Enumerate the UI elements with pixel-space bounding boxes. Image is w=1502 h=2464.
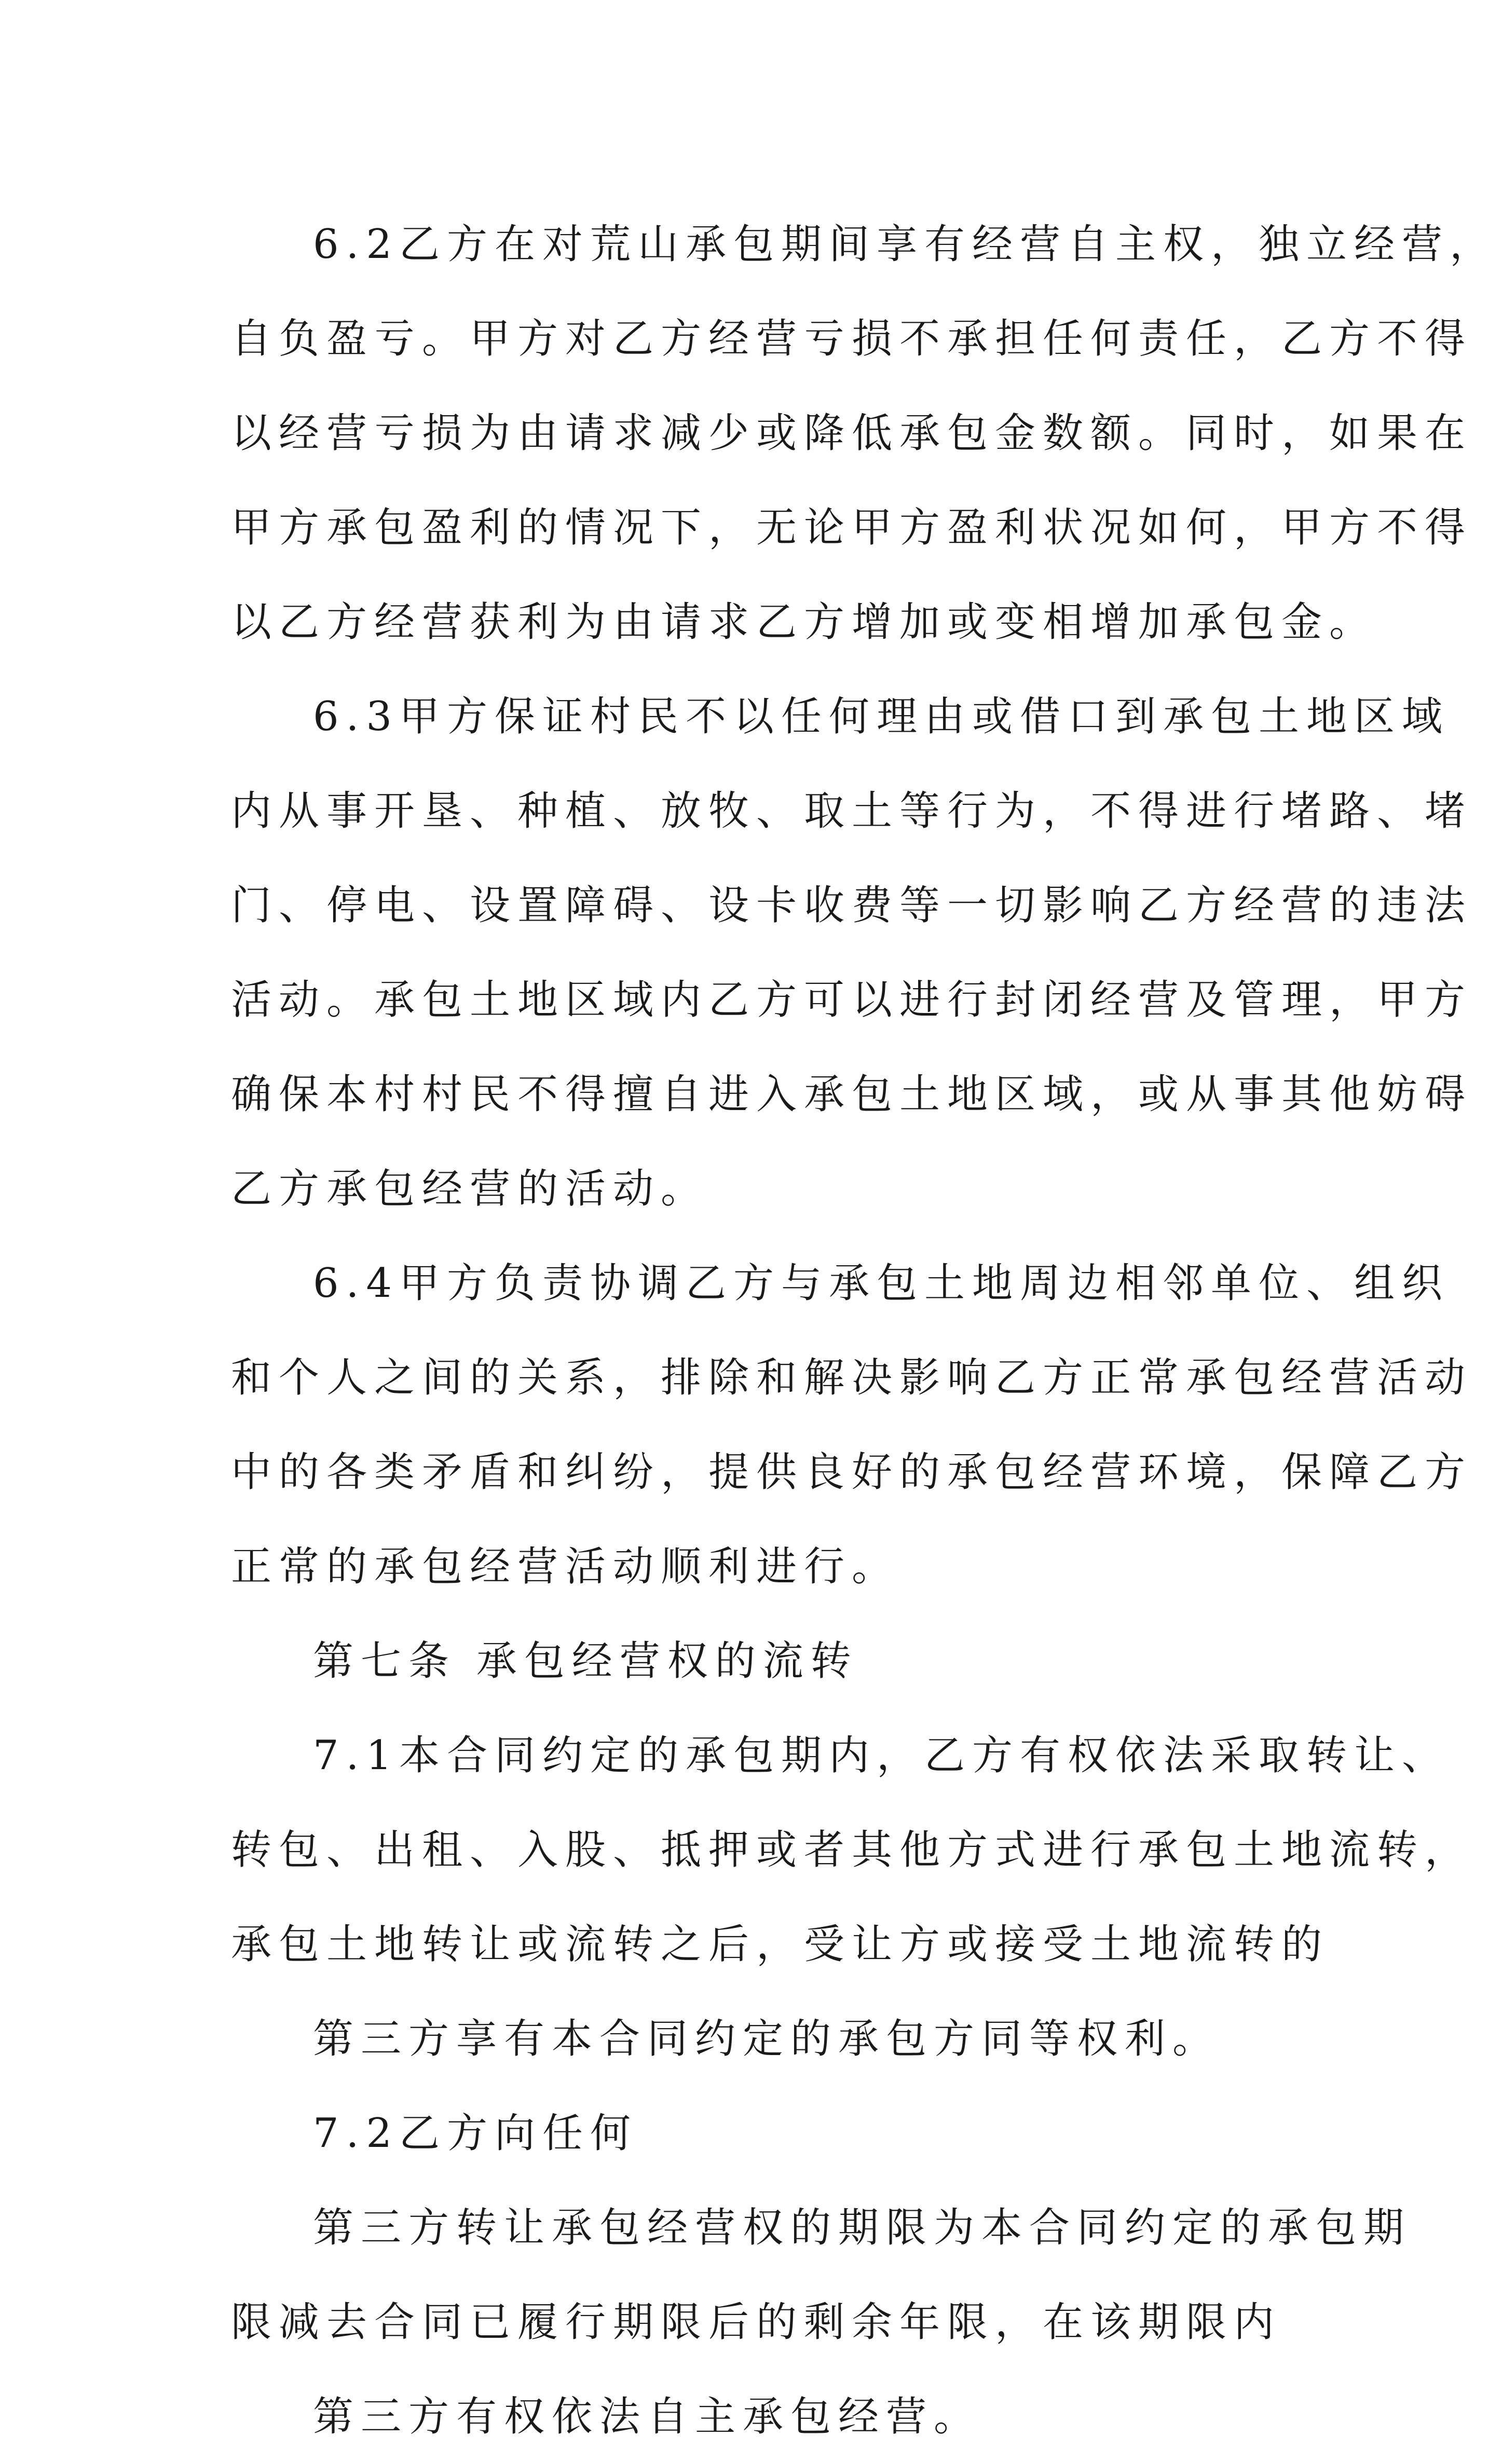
text-line: 活动。承包土地区域内乙方可以进行封闭经营及管理，甲方: [231, 977, 1473, 1023]
text-line: 6.2乙方在对荒山承包期间享有经营自主权，独立经营，: [313, 221, 1498, 268]
section-heading: 第七条 承包经营权的流转: [313, 1638, 858, 1685]
text-line: 承包土地转让或流转之后，受让方或接受土地流转的: [231, 1921, 1330, 1968]
text-line: 7.2乙方向任何: [313, 2110, 638, 2157]
text-line: 正常的承包经营活动顺利进行。: [231, 1543, 900, 1590]
text-line: 6.4甲方负责协调乙方与承包土地周边相邻单位、组织: [313, 1260, 1450, 1307]
text-line: 转包、出租、入股、抵押或者其他方式进行承包土地流转，: [231, 1827, 1473, 1873]
text-line: 以经营亏损为由请求减少或降低承包金数额。同时，如果在: [231, 410, 1473, 457]
text-line: 第三方有权依法自主承包经营。: [313, 2393, 982, 2440]
text-line: 第三方享有本合同约定的承包方同等权利。: [313, 2016, 1221, 2062]
text-line: 乙方承包经营的活动。: [231, 1166, 709, 1212]
text-line: 中的各类矛盾和纠纷，提供良好的承包经营环境，保障乙方: [231, 1449, 1473, 1496]
text-line: 和个人之间的关系，排除和解决影响乙方正常承包经营活动: [231, 1354, 1473, 1401]
text-line: 甲方承包盈利的情况下，无论甲方盈利状况如何，甲方不得: [231, 504, 1473, 551]
text-line: 门、停电、设置障碍、设卡收费等一切影响乙方经营的违法: [231, 882, 1473, 929]
text-line: 限减去合同已履行期限后的剩余年限，在该期限内: [231, 2299, 1282, 2346]
text-line: 以乙方经营获利为由请求乙方增加或变相增加承包金。: [231, 599, 1377, 646]
text-line: 确保本村村民不得擅自进入承包土地区域，或从事其他妨碍: [231, 1071, 1473, 1118]
text-line: 6.3甲方保证村民不以任何理由或借口到承包土地区域: [313, 693, 1450, 740]
text-line: 7.1本合同约定的承包期内，乙方有权依法采取转让、: [313, 1732, 1450, 1779]
text-line: 自负盈亏。甲方对乙方经营亏损不承担任何责任，乙方不得: [231, 316, 1473, 362]
text-line: 内从事开垦、种植、放牧、取土等行为，不得进行堵路、堵: [231, 788, 1473, 834]
text-line: 第三方转让承包经营权的期限为本合同约定的承包期: [313, 2205, 1412, 2251]
